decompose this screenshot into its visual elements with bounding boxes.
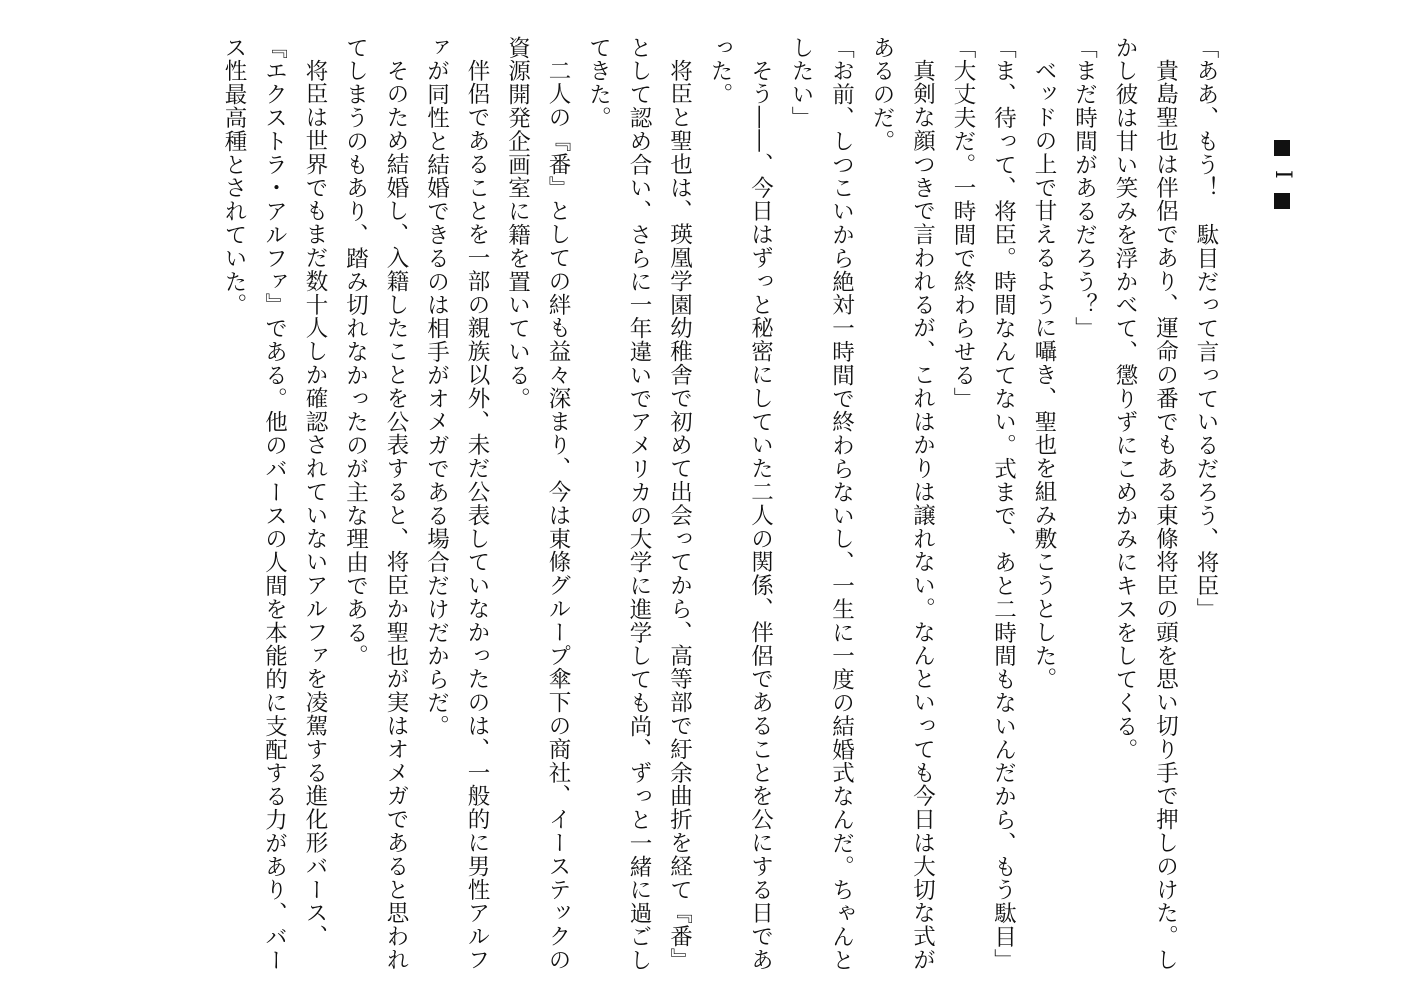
body-text bbox=[76, 36, 1226, 976]
paragraph: 「お前、しつこいから絶対一時間で終わらないし、一生に一度の結婚式なんだ。ちゃんとしたい」 bbox=[788, 36, 855, 972]
paragraph: 伴侶であることを一部の親族以外、未だ公表していなかったのは、一般的に男性アルファが同性と結婚できるのは相手がオメガである場合だけだからだ。 bbox=[423, 36, 490, 972]
paragraph: そのため結婚し、入籍したことを公表すると、将臣か聖也が実はオメガであると思われてしまうのもあり、踏み切れなかったのが主な理由である。 bbox=[342, 36, 409, 972]
paragraph: 「ああ、もう！ 駄目だって言っているだろう、将臣」 bbox=[1193, 36, 1219, 621]
paragraph: ベッドの上で甘えるように囁き、聖也を組み敷こうとした。 bbox=[1031, 58, 1057, 691]
square-ornament-icon bbox=[1274, 140, 1290, 156]
paragraph: そう――、今日はずっと秘密にしていた二人の関係、伴侶であることを公にする日であった。 bbox=[707, 36, 774, 972]
square-ornament-icon bbox=[1274, 193, 1290, 209]
paragraph: 将臣と聖也は、瑛凰学園幼稚舎で初めて出会ってから、高等部で紆余曲折を経て『番』として認め合い、さらに一年違いでアメリカの大学に進学しても尚、ずっと一緒に過ごしてきた。 bbox=[585, 36, 693, 972]
paragraph: 真剣な顔つきで言われるが、これはかりは譲れない。なんといっても今日は大切な式があるのだ。 bbox=[869, 36, 936, 972]
paragraph: 将臣は世界でもまだ数十人しか確認されていないアルファを凌駕する進化形バース、『エクストラ・アルファ』である。他のバースの人間を本能的に支配する力があり、バース性最高種とされていた。 bbox=[221, 36, 328, 972]
chapter-number: I bbox=[1270, 170, 1295, 179]
paragraph: 「まだ時間があるだろう？」 bbox=[1071, 36, 1098, 341]
chapter-heading bbox=[1262, 140, 1302, 270]
paragraph: 「ま、待って、将臣。時間なんてない。式まで、あと二時間もないんだから、もう駄目」 bbox=[990, 36, 1017, 972]
paragraph: 「大丈夫だ。一時間で終わらせる」 bbox=[950, 36, 976, 411]
paragraph: 貴島聖也は伴侶であり、運命の番でもある東條将臣の頭を思い切り手で押しのけた。しかし彼は甘い笑みを浮かべて、懲りずにこめかみにキスをしてくる。 bbox=[1112, 36, 1179, 972]
paragraph: 二人の『番』としての絆も益々深まり、今は東條グループ傘下の商社、イーステックの資源開発企画室に籍を置いている。 bbox=[504, 36, 571, 972]
